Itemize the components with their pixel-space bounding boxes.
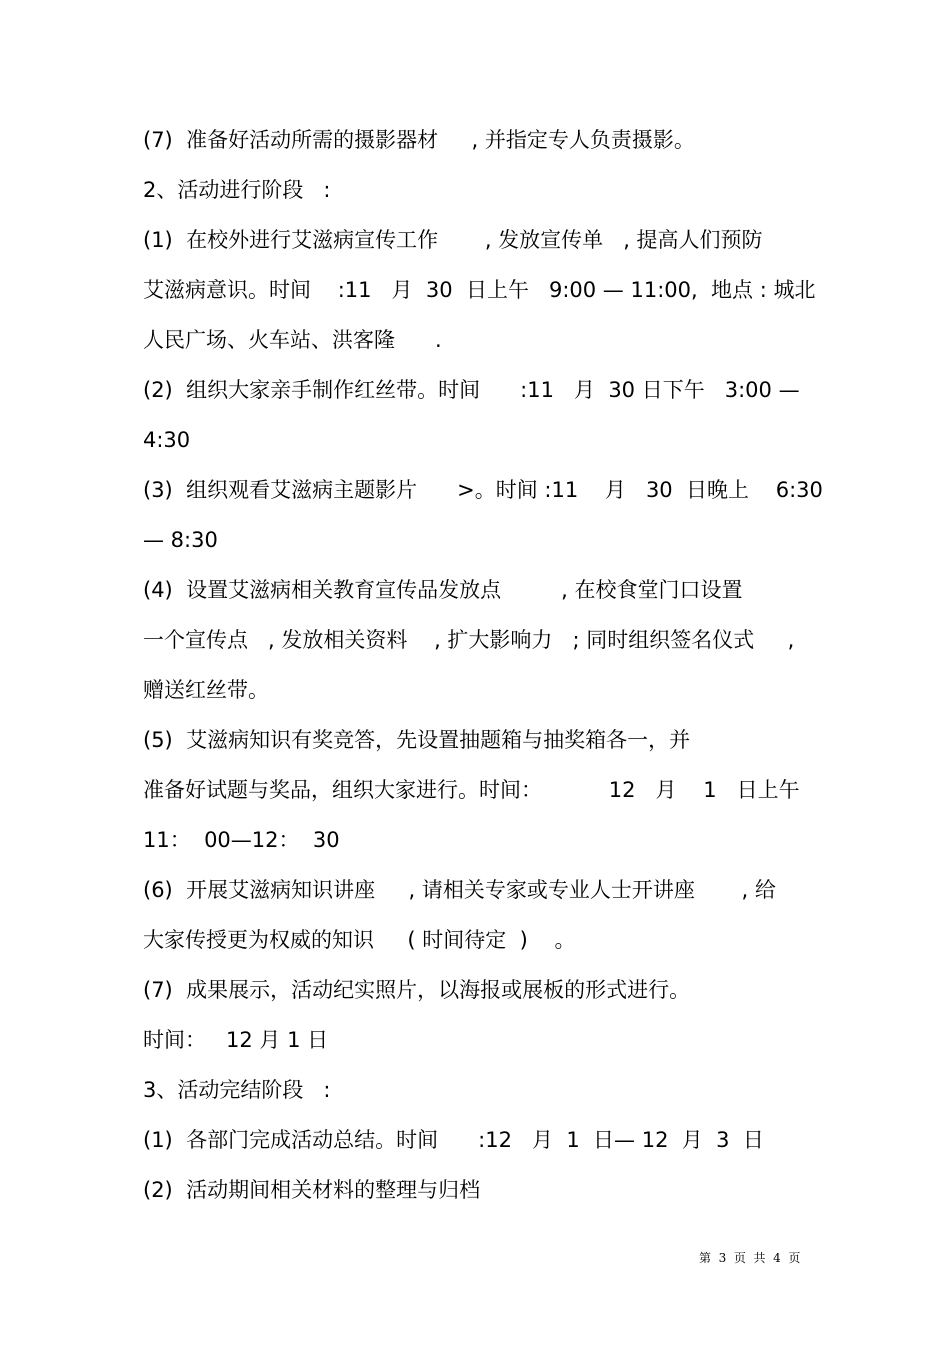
text-line: (1) 在校外进行艾滋病宣传工作 , 发放宣传单 , 提高人们预防 <box>143 228 763 252</box>
text-line: (7) 准备好活动所需的摄影器材 , 并指定专人负责摄影。 <box>143 128 695 152</box>
section-heading: 2、活动进行阶段 : <box>143 178 331 202</box>
text-line: 赠送红丝带。 <box>143 678 269 702</box>
text-line: 艾滋病意识。时间 :11 月 30 日上午 9:00 — 11:00, 地点 : 城北 <box>143 278 816 302</box>
text-line: (6) 开展艾滋病知识讲座 , 请相关专家或专业人士开讲座 , 给 <box>143 878 776 902</box>
text-line: (2) 活动期间相关材料的整理与归档 <box>143 1178 481 1202</box>
section-heading: 3、活动完结阶段 : <box>143 1078 331 1102</box>
text-line: (7) 成果展示，活动纪实照片，以海报或展板的形式进行。 <box>143 978 691 1002</box>
text-line: (3) 组织观看艾滋病主题影片 >。时间 :11 月 30 日晚上 6:30 <box>143 478 823 502</box>
text-line: (1) 各部门完成活动总结。时间 :12 月 1 日— 12 月 3 日 <box>143 1128 764 1152</box>
text-line: 11： 00—12： 30 <box>143 828 340 852</box>
text-line: (2) 组织大家亲手制作红丝带。时间 :11 月 30 日下午 3:00 — <box>143 378 800 402</box>
text-line: 一个宣传点 , 发放相关资料 , 扩大影响力 ; 同时组织签名仪式 , <box>143 628 795 652</box>
text-line: — 8:30 <box>143 528 218 552</box>
text-line: 准备好试题与奖品，组织大家进行。时间： 12 月 1 日上午 <box>143 778 800 802</box>
text-line: (5) 艾滋病知识有奖竞答，先设置抽题箱与抽奖箱各一，并 <box>143 728 691 752</box>
text-line: 时间： 12 月 1 日 <box>143 1028 329 1052</box>
text-line: 4:30 <box>143 428 191 452</box>
text-line: (4) 设置艾滋病相关教育宣传品发放点 , 在校食堂门口设置 <box>143 578 743 602</box>
text-line: 人民广场、火车站、洪客隆 . <box>143 328 442 352</box>
text-line: 大家传授更为权威的知识 ( 时间待定 ) 。 <box>143 928 576 952</box>
page-number-footer: 第 3 页 共 4 页 <box>699 1251 801 1265</box>
